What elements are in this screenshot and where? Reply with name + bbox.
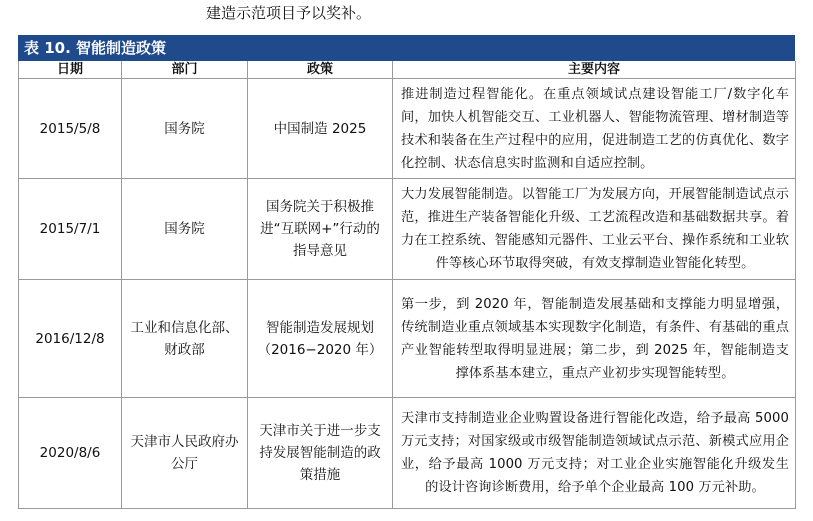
row-content: 天津市支持制造业企业购置设备进行智能化改造，给予最高 5000 万元支持；对国家级或市级智能制造领域试点示范、新模式应用企业，给予最高 1000 万元支持；对工业企业实施智能化升级发生的设计咨询诊断费用，给予单个企业最高 100 万元补助。 [393, 398, 796, 509]
row-department: 工业和信息化部、财政部 [122, 280, 248, 398]
table-row [19, 398, 796, 509]
intro-text: 建造示范项目予以奖补。 [206, 4, 372, 22]
header-content: 主要内容 [393, 61, 796, 79]
row-date: 2015/5/8 [19, 79, 122, 179]
header-policy: 政策 [248, 61, 393, 79]
table-row [19, 79, 796, 179]
row-department: 国务院 [122, 79, 248, 179]
row-policy: 智能制造发展规划（2016−2020 年） [248, 280, 393, 398]
row-content: 推进制造过程智能化。在重点领域试点建设智能工厂/数字化车间，加快人机智能交互、工业机器人、智能物流管理、增材制造等技术和装备在生产过程中的应用，促进制造工艺的仿真优化、数字化控制、状态信息实时监测和自适应控制。 [393, 79, 796, 179]
row-policy: 国务院关于积极推进“互联网+”行动的指导意见 [248, 179, 393, 280]
row-department: 天津市人民政府办公厅 [122, 398, 248, 509]
table-row [19, 280, 796, 398]
row-policy: 中国制造 2025 [248, 79, 393, 179]
row-date: 2015/7/1 [19, 179, 122, 280]
row-department: 国务院 [122, 179, 248, 280]
row-content: 第一步，到 2020 年，智能制造发展基础和支撑能力明显增强，传统制造业重点领域基本实现数字化制造，有条件、有基础的重点产业智能转型取得明显进展；第二步，到 2025 年，智能制造支撑体系基本建立，重点产业初步实现智能转型。 [393, 280, 796, 398]
header-department: 部门 [122, 61, 248, 79]
table-row [19, 179, 796, 280]
row-policy: 天津市关于进一步支持发展智能制造的政策措施 [248, 398, 393, 509]
table-header-row [19, 61, 796, 79]
row-date: 2016/12/8 [19, 280, 122, 398]
table-title: 表 10. 智能制造政策 [18, 35, 795, 61]
row-date: 2020/8/6 [19, 398, 122, 509]
row-content: 大力发展智能制造。以智能工厂为发展方向，开展智能制造试点示范，推进生产装备智能化升级、工艺流程改造和基础数据共享。着力在工控系统、智能感知元器件、工业云平台、操作系统和工业软件等核心环节取得突破，有效支撑制造业智能化转型。 [393, 179, 796, 280]
policy-table [18, 61, 796, 509]
header-date: 日期 [19, 61, 122, 79]
